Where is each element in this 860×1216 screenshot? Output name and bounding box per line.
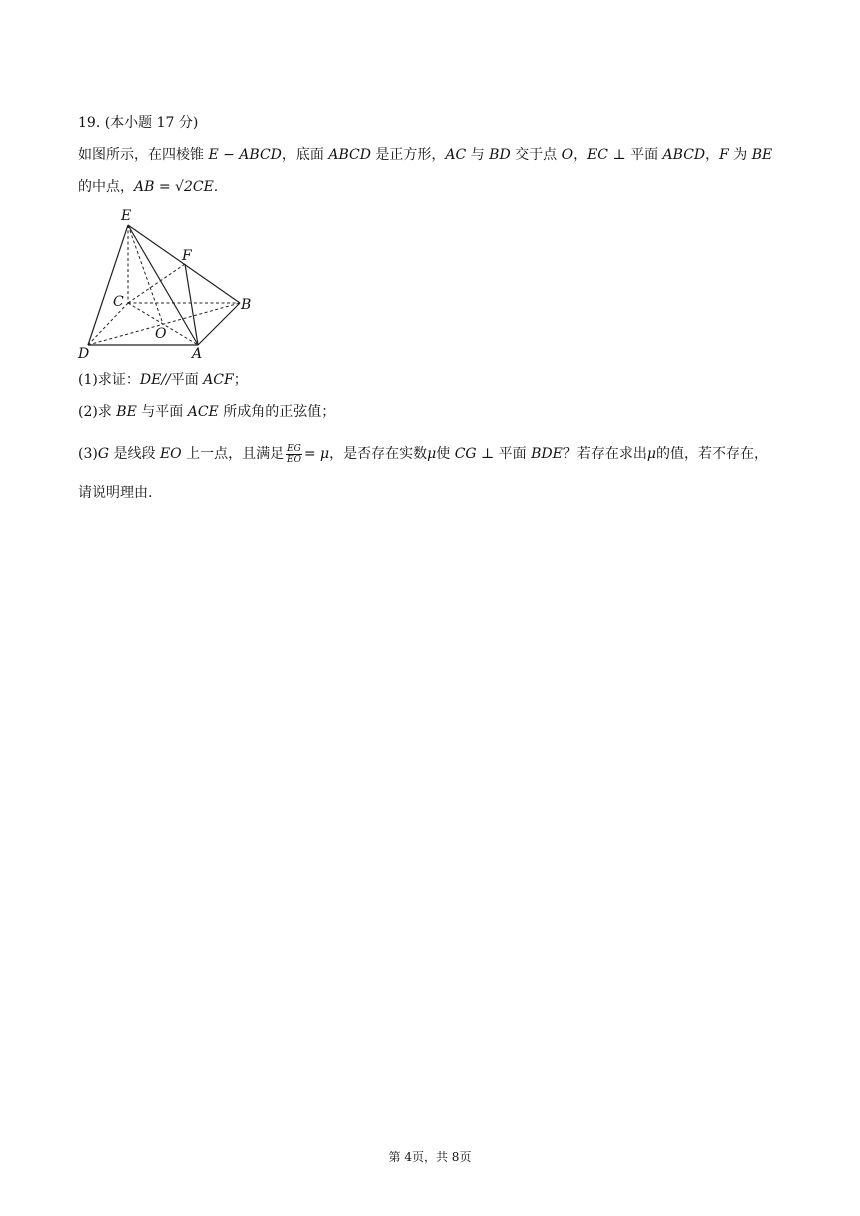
problem-intro-line-1: 如图所示，在四棱锥 E − ABCD，底面 ABCD 是正方形，AC 与 BD 交于点 O，EC ⊥ 平面 ABCD，F 为 BE: [78, 147, 773, 163]
edge-ED: [88, 225, 128, 345]
label-A: A: [192, 346, 203, 362]
label-D: D: [78, 346, 90, 362]
edge-AB: [198, 303, 240, 345]
question-1: (1)求证：DE//平面 ACF；: [78, 372, 248, 388]
question-2: (2)求 BE 与平面 ACE 所成角的正弦值；: [78, 404, 336, 420]
label-E: E: [121, 208, 132, 224]
question-3: (3)G 是线段 EO 上一点，且满足 $\frac{EG}{EO}$ = μ，是否存在实数μ使 CG ⊥ 平面 BDE？若存在求出μ的值，若不存在，: [78, 443, 768, 465]
edge-CF: [128, 264, 185, 303]
label-B: B: [241, 297, 252, 313]
label-F: F: [182, 248, 192, 264]
question-3-continued: 请说明理由.: [78, 485, 153, 501]
problem-header: 19. (本小题 17 分): [78, 115, 199, 131]
label-O: O: [155, 326, 167, 342]
pyramid-figure: [74, 205, 264, 365]
edge-EO: [128, 225, 163, 324]
fraction-eg-eo: $\frac{EG}{EO}$: [287, 443, 301, 465]
problem-intro-line-2: 的中点，AB = √2CE.: [78, 179, 219, 195]
label-C: C: [113, 294, 124, 310]
edge-EB: [128, 225, 240, 303]
page-footer: 第 4页，共 8页: [388, 1150, 472, 1164]
